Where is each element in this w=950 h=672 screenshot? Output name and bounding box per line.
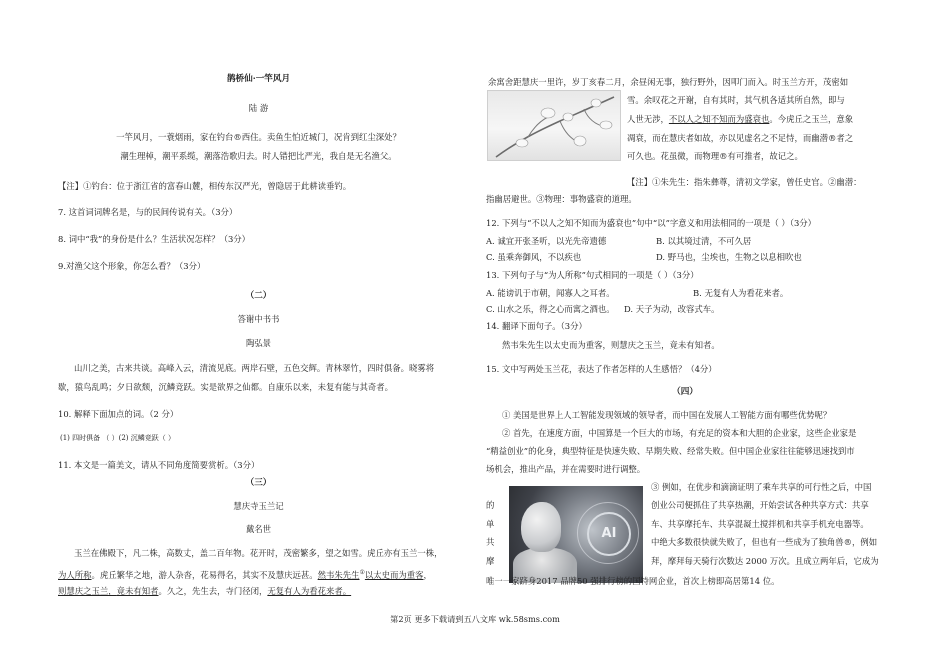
robot-head-shape <box>521 502 561 552</box>
wrap-char-dan: 单 <box>486 519 495 529</box>
passage-line-2: 雪。余叹花之开谢，自有其时，其气机各适其所自然，即与 <box>627 95 845 105</box>
question-14: 14. 翻译下面句子。（3分） <box>486 321 587 331</box>
section-4-paragraph-3-line-3: 车、共享摩托车、共享混凝土搅拌机和共享手机充电器等。 <box>651 519 869 529</box>
section-4-paragraph-3-line-1: ③ 例如，在优步和滴滴证明了乘车共享的可行性之后，中国 <box>651 482 872 492</box>
question-10: 10. 解释下面加点的词。（2 分） <box>58 409 179 419</box>
poem-line-1: 一竿风月，一蓑烟雨，家在钓台®西住。卖鱼生怕近城门，况肯到红尘深处？ <box>116 132 401 142</box>
question-12-option-a: A. 诚宜开张圣听，以光先帝遗德 <box>486 236 607 246</box>
poem-author: 陆 游 <box>248 103 269 113</box>
passage-line-3 <box>627 114 853 125</box>
section-4-paragraph-2-line-1: ② 首先，在速度方面，中国算是一个巨大的市场，有充足的资本和大胆的企业家，这些企业家是 <box>502 428 857 438</box>
poem-title: 鹊桥仙·一竿风月 <box>226 74 291 84</box>
passage-line-3-start: 人世无涉， <box>627 114 669 124</box>
underlined-phrase-wu-fu-you-ren: 无复有人为看花来者。 <box>267 586 352 596</box>
section-3-title: 慧庆寺玉兰记 <box>233 501 284 511</box>
question-8: 8. 词中“我”的身份是什么？生活状况怎样？（3分） <box>58 234 251 244</box>
question-9: 9.对渔父这个形象，你怎么看？（3分） <box>58 261 206 271</box>
footnote-marker: ① <box>359 569 365 576</box>
question-13: 13. 下列句子与“为人所称”句式相同的一项是（ ）（3分） <box>486 270 699 280</box>
question-13-option-c: C. 山水之乐，得之心而寓之酒也。 <box>486 304 615 314</box>
ai-icon: AI <box>587 512 631 556</box>
passage-note-2: 指幽居避世。③物理：事物盛衰的道理。 <box>486 194 637 204</box>
question-12-option-c: C. 虽乘奔御风，不以疾也 <box>486 252 582 262</box>
passage-note-1: 【注】①朱先生：指朱彝尊，清初文学家，曾任史官。②幽潜： <box>627 177 862 187</box>
question-12: 12. 下列与“不以人之知不知而为盛衰也”句中“以”字意义和用法相同的一项是（ ）（3分） <box>486 218 817 228</box>
section-3-line-2 <box>58 567 432 581</box>
section-2-heading: （二） <box>245 291 272 301</box>
section-4-heading: （四） <box>672 387 698 397</box>
section-3-heading: （三） <box>245 478 272 488</box>
question-13-option-d: D. 天子为动，改容式车。 <box>624 304 720 314</box>
question-14-sentence: 然韦朱先生以太史而为重客，则慧庆之玉兰，竟未有知者。 <box>502 340 720 350</box>
section-3-line-2-text: 。虎丘繁华之地，游人杂沓，花易得名，其实不及慧庆远甚。 <box>91 569 318 580</box>
passage-line-1: 余寓舍距慧庆一里许，岁丁亥春二月，余昼闲无事，独行野外，因叩门而入。时玉兰方开，茂密如 <box>488 77 849 87</box>
poem-note: 【注】①钓台：位于浙江省的富春山麓，相传东汉严光，曾隐居于此耕读垂钓。 <box>58 181 352 191</box>
section-3-author: 戴名世 <box>245 524 272 534</box>
question-15: 15. 文中写两处玉兰花，表达了作者怎样的人生感悟？（4分） <box>486 364 717 374</box>
underlined-phrase-hui-qing: 则慧庆之玉兰， <box>58 586 117 596</box>
section-2-author: 陶弘景 <box>245 338 272 348</box>
poem-line-2: 潮生理棹，潮平系缆，潮落浩歌归去。时人错把比严光，我自是无名渔父。 <box>120 151 397 161</box>
passage-line-4: 凋衰，而在慧庆者如故，亦以见虚名之不足恃，而幽潜®者之 <box>627 133 854 143</box>
page-footer: 第2页 更多下载请到五八文库 wk.58sms.com <box>390 614 560 624</box>
magnolia-image <box>487 90 621 161</box>
wrap-char-gong: 共 <box>486 537 495 547</box>
section-4-paragraph-1: ① 美国是世界上人工智能发现领域的领导者，而中国在发展人工智能方面有哪些优势呢？ <box>502 410 832 420</box>
underlined-sentence: 不以人之知不知而为盛衰也 <box>668 114 770 124</box>
wrap-char-de: 的 <box>486 500 495 510</box>
section-2-paragraph-line-2: 歇，猿鸟乱鸣；夕日欲颓，沉鳞竞跃。实是欲界之仙都。自康乐以来，未复有能与其奇者。 <box>58 382 393 392</box>
underlined-phrase-wei-zhu: 然韦朱先生 <box>317 569 360 580</box>
section-4-paragraph-3-line-6: 唯一一家跻身2017 品牌50 强排行榜的国特网企业，首次上榜即高居第14 位。 <box>486 576 780 586</box>
wrap-char-mo: 摩 <box>486 556 495 566</box>
section-4-paragraph-3-line-5: 拜，摩拜每天骑行次数达 2000 万次。且成立两年后，它成为 <box>651 556 879 566</box>
section-4-paragraph-3-line-4: 中绝大多数很快就失败了，但也有一些成为了独角兽®，例如 <box>651 537 878 547</box>
question-7: 7. 这首词词牌名是，与的民间传说有关。（3分） <box>58 207 238 217</box>
question-12-option-d: D. 野马也，尘埃也，生物之以息相吹也 <box>656 252 802 262</box>
section-4-paragraph-2-line-2: “精益创业”的化身，典型特征是快速失败、早期失败、经常失败。但中国企业家往往能够迅速找到市 <box>486 446 855 456</box>
section-3-line-3-text: 。久之，先生去，寺门径闭， <box>158 586 268 596</box>
underlined-phrase-tai-shi: 以太史而为重客 <box>364 569 424 580</box>
section-3-line-1: 玉兰在佛殿下，凡二株，高数丈，盖二百年物。花开时，茂密繁多，望之如雪。虎丘亦有玉兰一株， <box>74 548 443 558</box>
question-12-option-b: B. 以其境过清，不可久居 <box>656 236 752 246</box>
comma: ， <box>423 569 432 580</box>
section-4-paragraph-2-line-3: 场机会，推出产品，并在需要时进行调整。 <box>486 464 646 474</box>
section-2-paragraph-line-1: 山川之美，古来共谈。高峰入云，清流见底。两岸石壁，五色交辉。青林翠竹，四时俱备。晓雾将 <box>74 363 435 373</box>
magnolia-branch-drawing <box>488 91 620 160</box>
question-11: 11. 本文是一篇美文，请从不同角度简要赏析。（3分） <box>58 460 260 470</box>
passage-line-3-end: 。今虎丘之玉兰，意象 <box>769 114 854 124</box>
ai-robot-image <box>509 486 643 583</box>
section-2-title: 答谢中书书 <box>237 314 280 324</box>
section-4-paragraph-3-line-2: 创业公司便抓住了共享热潮，开始尝试各种共享方式：共享 <box>651 500 869 510</box>
passage-line-5: 可久也。花虽微，而物理®有可推者，故记之。 <box>627 151 803 161</box>
question-10-items: (1) 四时俱备 （ ）(2) 沉鳞竞跃（ ） <box>60 434 175 442</box>
section-3-line-3 <box>58 586 351 597</box>
question-13-option-b: B. 无复有人为看花来者。 <box>693 288 789 298</box>
underlined-phrase-wei-ren-suo-cheng: 为人所称 <box>58 569 92 580</box>
question-13-option-a: A. 能谤讥于市朝，闻寡人之耳者。 <box>486 288 615 298</box>
underlined-phrase-wei-you-zhi-zhe: 竟未有知者 <box>116 586 159 596</box>
